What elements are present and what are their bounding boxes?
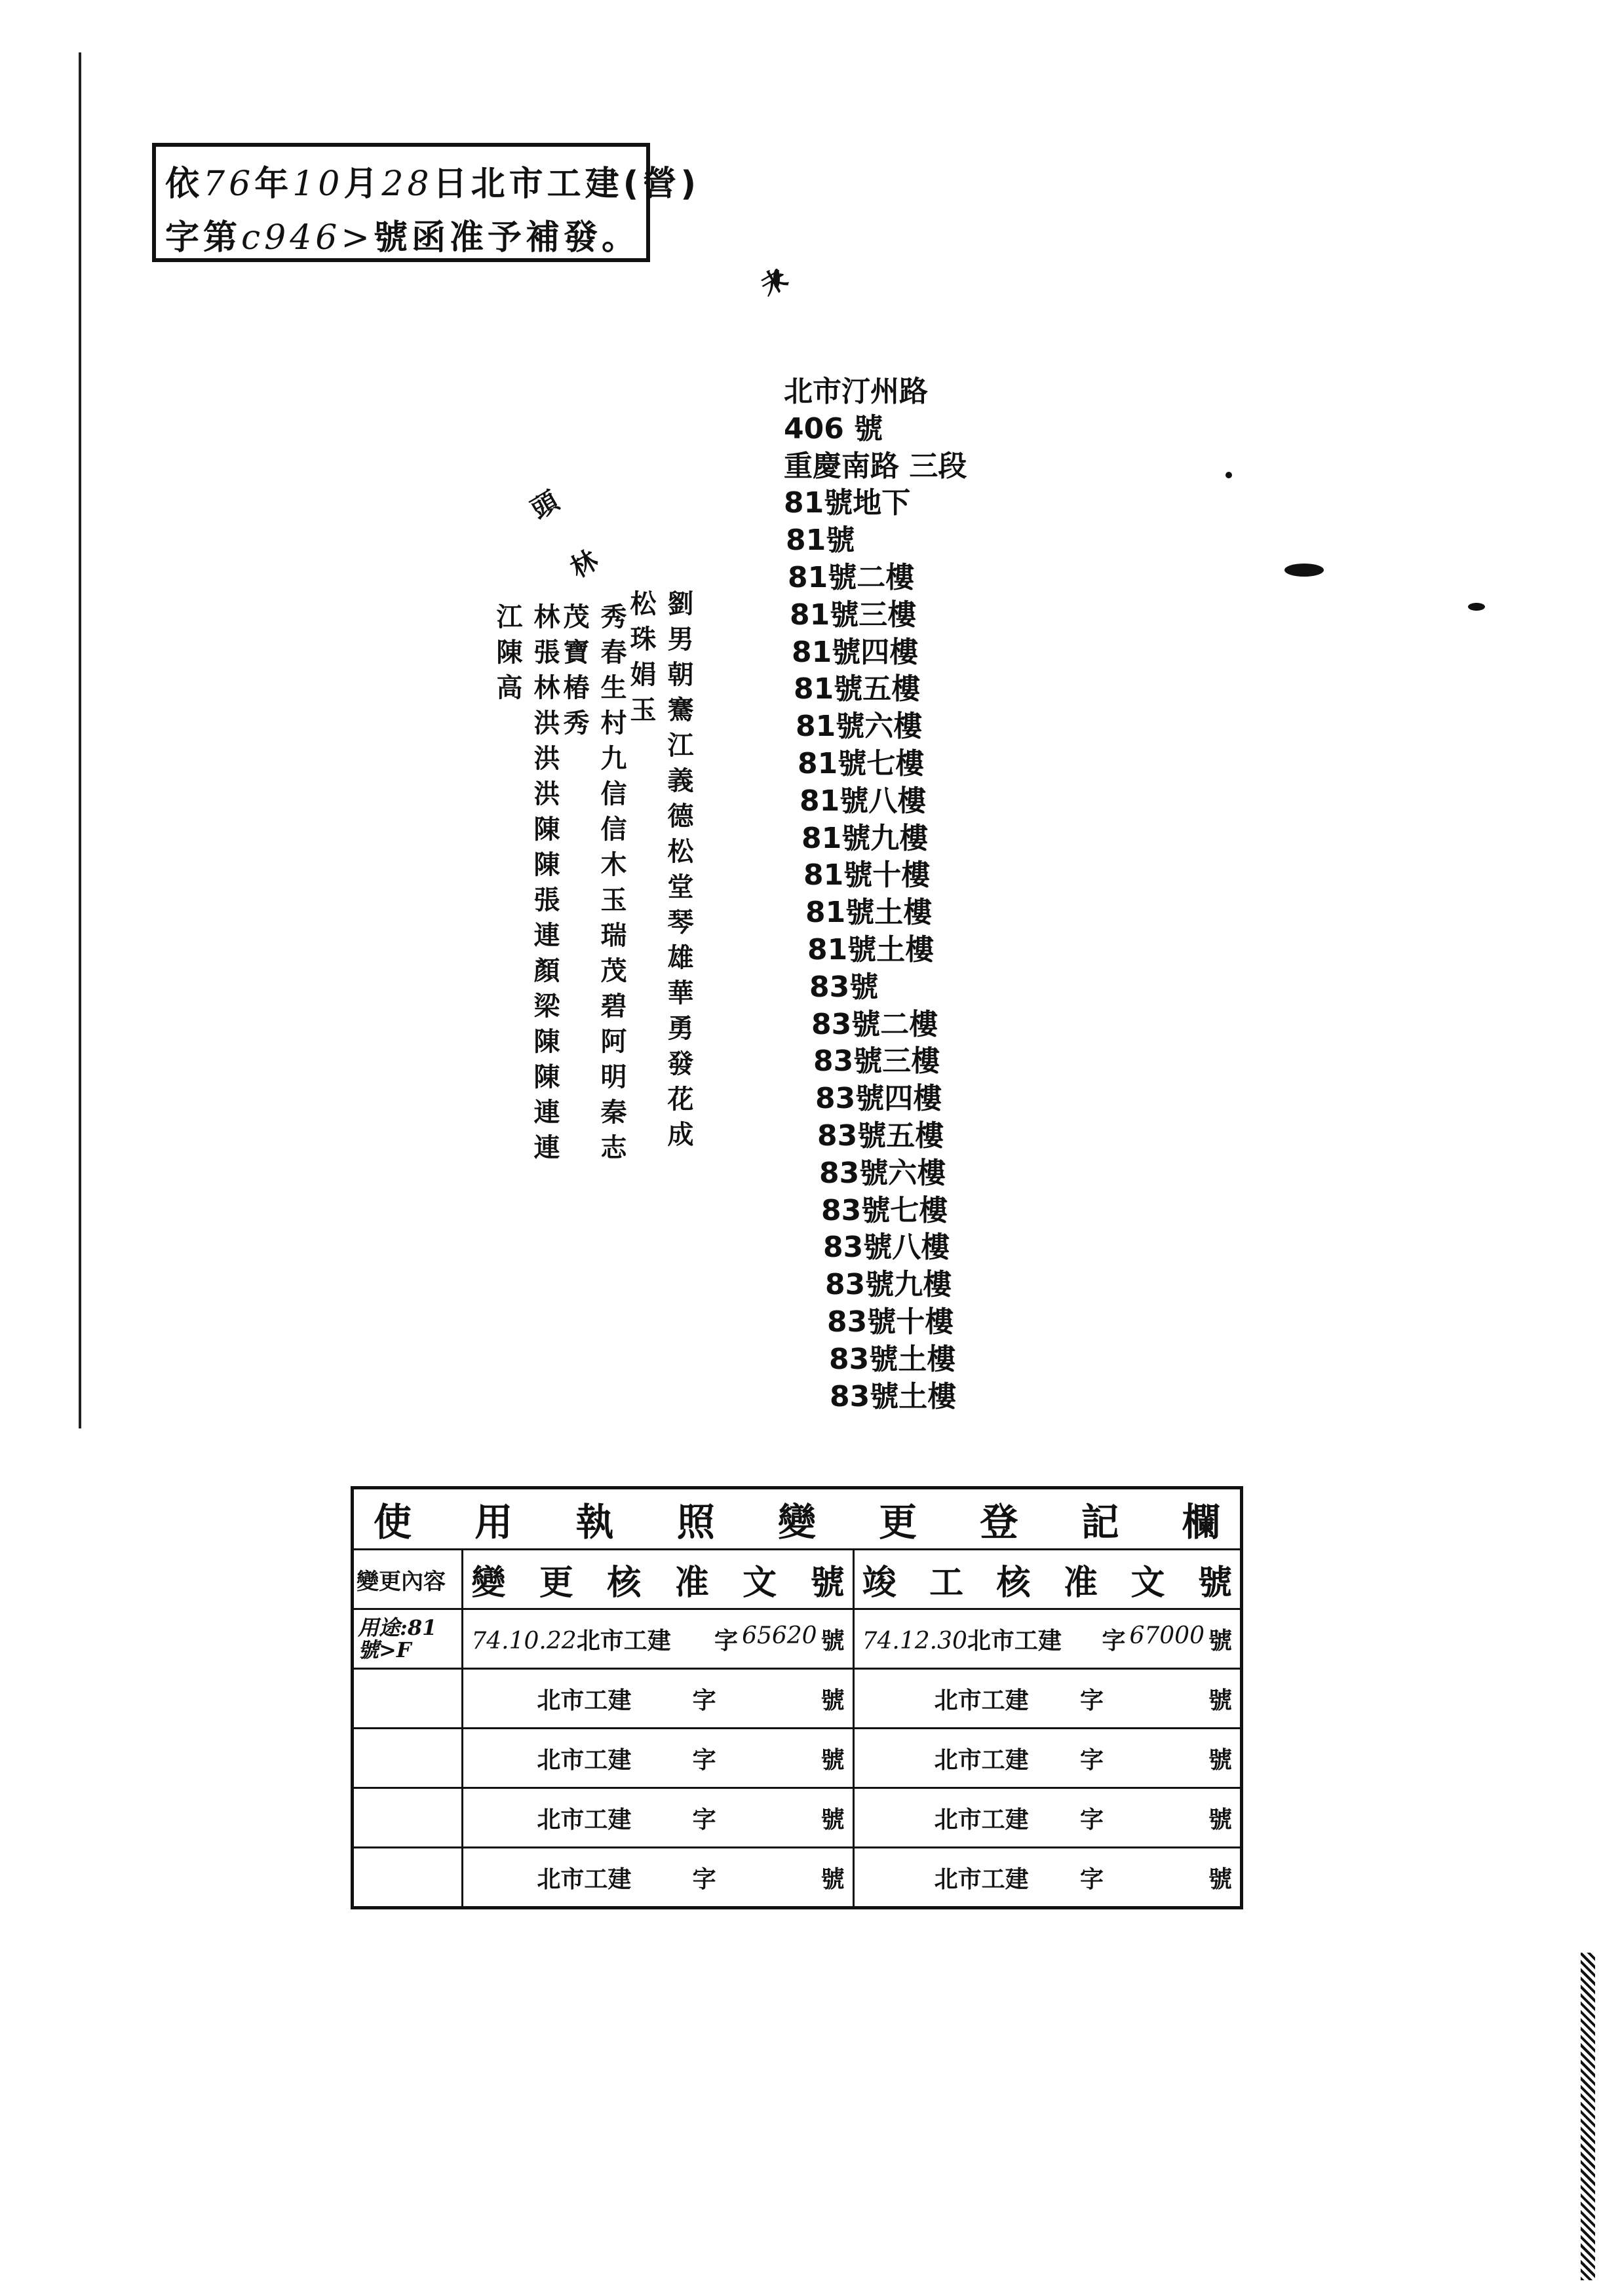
faint-mark: 頭 <box>526 486 564 526</box>
change-approval-left <box>471 1861 631 1894</box>
change-no: 65620 <box>742 1622 817 1649</box>
address-line: 83號二樓 <box>811 1007 938 1041</box>
change-content-cell <box>353 1729 463 1788</box>
scan-speck <box>1284 564 1324 577</box>
completion-approval-line <box>855 1789 1240 1846</box>
title-char: 登 <box>980 1500 1018 1544</box>
change-approval-line <box>463 1789 852 1846</box>
completion-approval-right <box>1102 1622 1232 1656</box>
change-approval-left <box>471 1801 631 1835</box>
change-org: 北市工建 <box>537 1866 632 1893</box>
stamp-number: c946> <box>241 218 374 258</box>
title-char: 照 <box>676 1500 715 1544</box>
change-hao: 號 <box>820 1806 845 1833</box>
header-char: 更 <box>539 1563 573 1603</box>
address-line: 81號九樓 <box>801 821 929 855</box>
address-line: 81號八樓 <box>800 784 927 818</box>
completion-hao: 號 <box>1208 1746 1232 1774</box>
header-char: 竣 <box>862 1563 897 1603</box>
change-approval-cell <box>463 1729 853 1788</box>
completion-approval-cell <box>853 1788 1241 1848</box>
change-approval-left <box>471 1622 670 1656</box>
address-line: 81號土樓 <box>807 932 935 966</box>
address-line: 81號五樓 <box>794 672 921 706</box>
address-line: 81號三樓 <box>790 598 917 632</box>
table-row <box>353 1669 1242 1729</box>
stamp-text: 年 <box>254 164 293 204</box>
completion-org: 北市工建 <box>934 1806 1029 1833</box>
title-char: 用 <box>474 1500 513 1544</box>
completion-approval-right <box>1080 1861 1232 1894</box>
address-list <box>784 373 967 1415</box>
table-row <box>353 1609 1242 1669</box>
completion-approval-line <box>855 1848 1240 1906</box>
change-approval-cell <box>463 1788 853 1848</box>
stamp-line-2 <box>165 210 640 259</box>
completion-approval-right <box>1080 1682 1232 1715</box>
faint-mark: 林 <box>565 545 604 584</box>
change-org: 北市工建 <box>576 1627 671 1655</box>
scan-speck <box>1468 603 1485 611</box>
completion-no: 67000 <box>1129 1622 1205 1649</box>
stamp-month: 10 <box>292 164 344 204</box>
completion-approval-right <box>1080 1801 1232 1835</box>
change-hao: 號 <box>820 1866 845 1893</box>
address-line: 406 號 <box>784 411 883 446</box>
completion-org: 北市工建 <box>934 1746 1029 1774</box>
stamp-line-1 <box>165 156 700 205</box>
completion-approval-left <box>862 1682 1029 1715</box>
completion-hao: 號 <box>1208 1806 1232 1833</box>
change-hao: 號 <box>820 1746 845 1774</box>
title-char: 執 <box>575 1500 614 1544</box>
stamp-text: 日北市工建(營) <box>433 164 701 204</box>
completion-zi: 字 <box>1079 1866 1104 1893</box>
stamp-text: 號函准予補發。 <box>373 218 640 258</box>
header-char: 變 <box>471 1563 506 1603</box>
completion-approval-left <box>862 1801 1029 1835</box>
address-line: 81號二樓 <box>788 560 915 594</box>
table-header-row <box>353 1550 1242 1609</box>
address-line: 83號十樓 <box>827 1305 954 1339</box>
reissue-stamp <box>152 143 701 262</box>
header-char: 准 <box>1064 1563 1098 1603</box>
completion-org: 北市工建 <box>967 1627 1062 1655</box>
change-content-cell <box>353 1848 463 1908</box>
change-approval-line <box>463 1729 852 1787</box>
title-char: 更 <box>879 1500 917 1544</box>
table-title-row <box>353 1488 1242 1550</box>
address-line: 83號七樓 <box>821 1193 948 1227</box>
name-column-3: 林張林洪洪洪陳陳張連顏梁陳陳連連江陳高 <box>492 603 560 1169</box>
completion-approval-cell <box>853 1669 1241 1729</box>
address-line: 北市汀州路 <box>784 375 928 408</box>
address-line: 重慶南路 三段 <box>784 449 967 483</box>
completion-approval-left <box>862 1622 1062 1656</box>
address-line: 83號三樓 <box>813 1044 940 1079</box>
completion-zi: 字 <box>1079 1746 1104 1774</box>
header-change-content <box>353 1550 463 1609</box>
header-completion-approval-no <box>853 1550 1241 1609</box>
completion-zi: 字 <box>1079 1687 1104 1714</box>
completion-approval-line <box>855 1729 1240 1787</box>
header-change-approval-no <box>463 1550 853 1609</box>
completion-approval-cell <box>853 1729 1241 1788</box>
completion-zi: 字 <box>1102 1627 1126 1655</box>
name-column-1: 劉男朝騫江義德松堂琴雄華勇發花成松珠娟玉 <box>626 590 694 1156</box>
stamp-text: 月 <box>343 164 382 204</box>
name-column-2: 秀春生村九信信木玉瑞茂碧阿明秦志茂寶椿秀 <box>559 603 627 1169</box>
completion-date: 74.12.30 <box>862 1627 967 1655</box>
table-title <box>353 1488 1242 1550</box>
scan-speck <box>1225 472 1232 478</box>
address-line: 81號七樓 <box>798 746 925 780</box>
change-approval-cell <box>463 1669 853 1729</box>
completion-hao: 號 <box>1208 1866 1232 1893</box>
change-zi: 字 <box>692 1806 716 1833</box>
scan-edge-pattern <box>1581 1953 1595 2280</box>
change-approval-right <box>693 1742 845 1775</box>
change-approval-line <box>463 1610 852 1668</box>
completion-approval-cell <box>853 1609 1241 1669</box>
change-zi: 字 <box>714 1627 739 1655</box>
address-line: 83號八樓 <box>823 1231 950 1265</box>
change-approval-right <box>693 1861 845 1894</box>
change-approval-left <box>471 1742 631 1775</box>
change-zi: 字 <box>692 1687 716 1714</box>
change-hao: 號 <box>820 1687 845 1714</box>
address-line: 83號土樓 <box>830 1379 957 1413</box>
change-approval-right <box>693 1682 845 1715</box>
change-approval-cell <box>463 1848 853 1908</box>
change-approval-right <box>693 1801 845 1835</box>
change-date: 74.10.22 <box>471 1627 577 1655</box>
header-char: 工 <box>929 1563 964 1603</box>
table-row <box>353 1848 1242 1908</box>
header-char: 核 <box>996 1563 1031 1603</box>
change-zi: 字 <box>692 1746 716 1774</box>
change-approval-cell <box>463 1609 853 1669</box>
address-line: 81號土樓 <box>805 896 933 930</box>
header-char: 准 <box>674 1563 709 1603</box>
change-zi: 字 <box>692 1866 716 1893</box>
table-row <box>353 1729 1242 1788</box>
header-char: 號 <box>810 1563 845 1603</box>
change-content-cell <box>353 1669 463 1729</box>
header-char: 文 <box>1130 1563 1165 1603</box>
change-content-cell <box>353 1609 463 1669</box>
change-approval-left <box>471 1682 631 1715</box>
change-approval-line <box>463 1848 852 1906</box>
completion-org: 北市工建 <box>934 1866 1029 1893</box>
address-line: 81號十樓 <box>803 858 931 892</box>
address-line: 83號六樓 <box>819 1156 946 1190</box>
stamp-day: 28 <box>381 164 433 204</box>
header-char: 核 <box>607 1563 642 1603</box>
completion-org: 北市工建 <box>934 1687 1029 1714</box>
address-line: 83號五樓 <box>817 1119 944 1153</box>
header-label: 變更內容 <box>357 1568 446 1595</box>
faint-mark: 未 <box>755 263 794 303</box>
stamp-text: 字第 <box>165 218 242 258</box>
address-line: 83號 <box>809 970 879 1004</box>
address-line: 81號地下 <box>784 486 911 520</box>
address-line: 81號 <box>786 524 855 558</box>
completion-approval-line <box>855 1610 1240 1668</box>
completion-hao: 號 <box>1208 1627 1232 1655</box>
completion-approval-cell <box>853 1848 1241 1908</box>
completion-approval-right <box>1080 1742 1232 1775</box>
completion-hao: 號 <box>1208 1687 1232 1714</box>
change-org: 北市工建 <box>537 1746 632 1774</box>
header-char: 號 <box>1197 1563 1232 1603</box>
change-org: 北市工建 <box>537 1806 632 1833</box>
change-approval-line <box>463 1670 852 1727</box>
address-line: 83號四樓 <box>815 1082 942 1116</box>
completion-approval-line <box>855 1670 1240 1727</box>
change-hao: 號 <box>820 1627 845 1655</box>
address-line: 81號六樓 <box>796 710 923 744</box>
completion-zi: 字 <box>1079 1806 1104 1833</box>
title-char: 變 <box>777 1500 816 1544</box>
completion-approval-left <box>862 1742 1029 1775</box>
stamp-year: 76 <box>203 164 255 204</box>
address-line: 83號九樓 <box>825 1268 952 1302</box>
header-char: 文 <box>742 1563 777 1603</box>
change-content-cell <box>353 1788 463 1848</box>
completion-approval-left <box>862 1861 1029 1894</box>
license-change-registry-table <box>351 1486 1243 1909</box>
title-char: 欄 <box>1182 1500 1220 1544</box>
change-content: 用途:81 號>F <box>358 1615 437 1662</box>
change-approval-right <box>714 1622 845 1656</box>
address-line: 81號四樓 <box>792 635 919 669</box>
table-row <box>353 1788 1242 1848</box>
title-char: 使 <box>374 1500 412 1544</box>
stamp-text: 依 <box>165 164 204 204</box>
title-char: 記 <box>1081 1500 1119 1544</box>
scan-edge-line <box>79 52 81 1428</box>
change-org: 北市工建 <box>537 1687 632 1714</box>
address-line: 83號土樓 <box>829 1342 956 1376</box>
